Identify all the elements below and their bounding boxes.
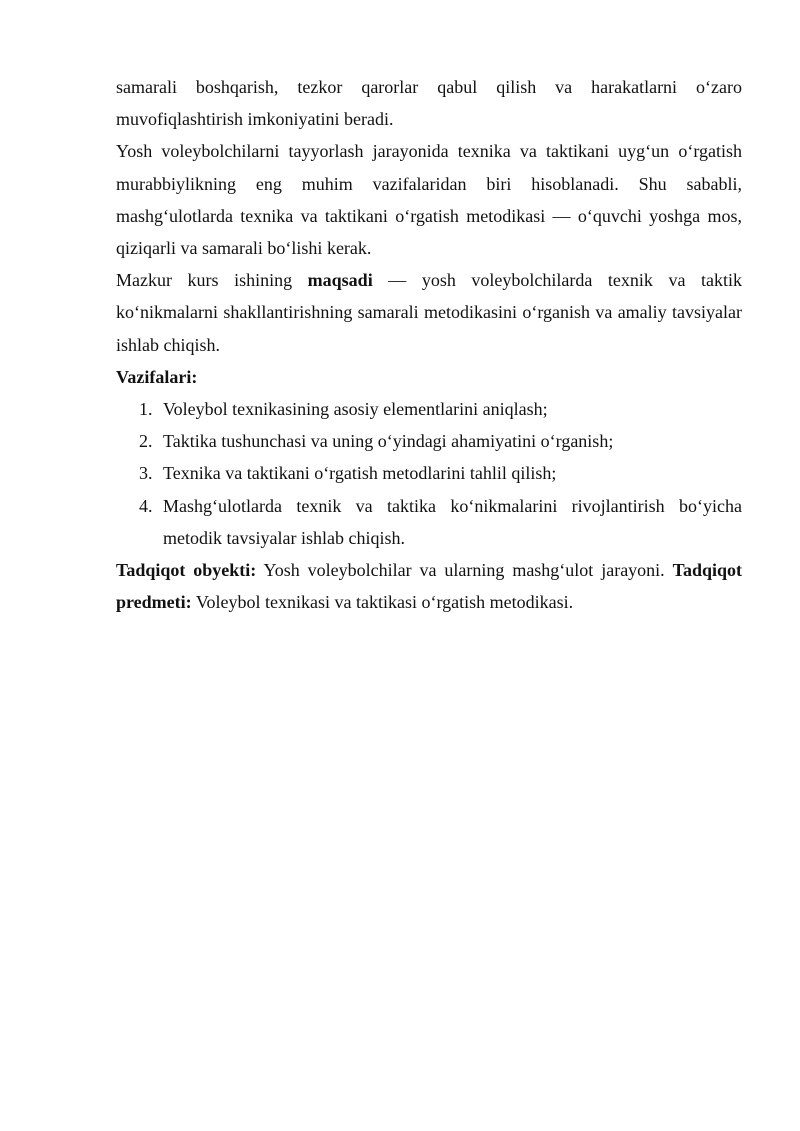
task-text: Voleybol texnikasining asosiy elementlarini aniqlash; [163,399,548,420]
task-text: Mashg‘ulotlarda texnik va taktika ko‘nikmalarini rivojlantirish bo‘yicha metodik tavsiyalar ishlab chiqish. [163,495,742,548]
task-item [116,425,742,457]
document-body [116,71,742,618]
task-item [116,490,742,554]
goal-text-after: — yosh voleybolchilarda texnik va taktik ko‘nikmalarni shakllantirishning samarali metodikasini o‘rganish va amaliy tavsiyalar ishlab chiqish. [116,270,743,355]
tasks-list [116,393,742,554]
paragraph-introduction: Yosh voleybolchilarni tayyorlash jarayonida texnika va taktikani uyg‘un o‘rgatish murabbiylikning eng muhim vazifalaridan biri hisoblanadi. Shu sababli, mashg‘ulotlarda texnika va taktikani o‘rgatish metodikasi — o‘quvchi yoshga mos, qiziqarli va samarali bo‘lishi kerak. [116,141,742,259]
research-subject-label: Tadqiqot predmeti: [116,560,742,613]
goal-text-before: Mazkur kurs ishining [116,270,308,291]
paragraph-research [116,554,742,618]
task-number: 2. [139,431,153,452]
task-item [116,457,742,489]
tasks-heading: Vazifalari: [116,366,198,387]
task-number: 4. [139,495,153,516]
paragraph-goal [116,264,742,361]
task-text: Texnika va taktikani o‘rgatish metodlarini tahlil qilish; [163,463,557,484]
task-item [116,393,742,425]
research-object-label: Tadqiqot obyekti: [116,560,257,581]
paragraph-continuation: samarali boshqarish, tezkor qarorlar qabul qilish va harakatlarni o‘zaro muvofiqlashtirish imkoniyatini beradi. [116,77,742,130]
task-number: 1. [139,399,153,420]
research-subject-text: Voleybol texnikasi va taktikasi o‘rgatish metodikasi. [191,592,574,613]
goal-keyword: maqsadi [307,270,373,291]
task-text: Taktika tushunchasi va uning o‘yindagi ahamiyatini o‘rganish; [163,431,614,452]
task-number: 3. [139,463,153,484]
research-object-text: Yosh voleybolchilar va ularning mashg‘ulot jarayoni. [256,560,665,581]
